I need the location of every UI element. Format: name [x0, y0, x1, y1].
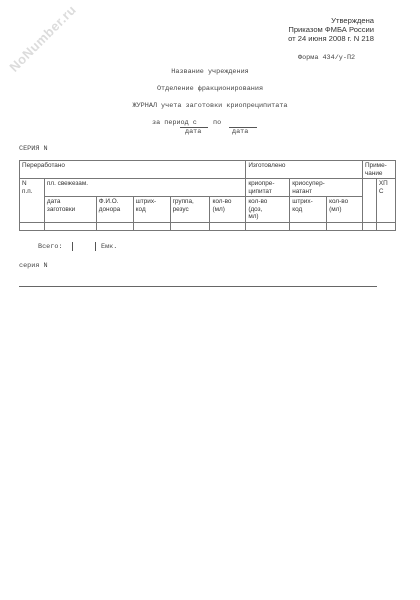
cell-notes-blank	[362, 179, 376, 223]
form-code: Форма 434/у-П2	[298, 54, 356, 62]
table-cell	[96, 222, 133, 230]
series-label-bottom: серия N	[19, 262, 48, 270]
header-quantity-ml: кол-во (мл)	[210, 197, 246, 223]
header-processed: Переработано	[20, 161, 246, 179]
period-prefix: за период с	[152, 119, 197, 127]
table-cell	[170, 222, 210, 230]
date-caption-from: дата	[185, 128, 202, 136]
department-name: Отделение фракционирования	[156, 85, 264, 93]
header-quantity-ml-supernatant: кол-во (мл)	[327, 197, 363, 223]
table-cell	[376, 222, 395, 230]
table-row	[20, 179, 396, 197]
approval-line: Утверждена	[331, 16, 374, 25]
journal-title: ЖУРНАЛ учета заготовки криопреципитата	[132, 102, 288, 110]
header-quantity-doses: кол-во (доз, мл)	[246, 197, 290, 223]
table-cell	[133, 222, 170, 230]
header-cryoprecipitate: криопре- ципитат	[246, 179, 290, 197]
header-produced: Изготовлено	[246, 161, 363, 179]
separator-line	[19, 286, 377, 287]
header-donor-name: Ф.И.О. донора	[96, 197, 133, 223]
totals-label: Всего:	[38, 243, 63, 251]
header-blood-group: группа, резус	[170, 197, 210, 223]
table-row	[20, 197, 396, 223]
approval-line: Приказом ФМБА России	[288, 25, 374, 34]
header-barcode: штрих- код	[133, 197, 170, 223]
watermark: NoNumber.ru	[6, 1, 80, 75]
header-row-number: N п.п.	[20, 179, 45, 223]
table-cell	[20, 222, 45, 230]
header-hps: ХП С	[376, 179, 395, 223]
totals-field-left	[72, 242, 73, 251]
table-cell	[290, 222, 327, 230]
header-barcode-supernatant: штрих- код	[290, 197, 327, 223]
totals-field-right	[95, 242, 96, 251]
date-caption-to: дата	[232, 128, 249, 136]
header-cryosupernatant: криосупер- натант	[290, 179, 363, 197]
journal-table	[19, 160, 396, 231]
table-cell	[44, 222, 96, 230]
table-cell	[210, 222, 246, 230]
table-row	[20, 161, 396, 179]
institution-name: Название учреждения	[171, 68, 249, 76]
table-cell	[362, 222, 376, 230]
header-notes: Приме- чание	[362, 161, 395, 179]
period-middle: по	[213, 119, 222, 127]
table-row	[20, 222, 396, 230]
header-collection-date: дата заготовки	[44, 197, 96, 223]
series-label-top: СЕРИЯ N	[19, 145, 48, 153]
table-cell	[246, 222, 290, 230]
totals-units: Емк.	[101, 243, 118, 251]
header-fresh-plasma: пл. свежезам.	[44, 179, 245, 197]
approval-block	[288, 16, 374, 43]
approval-line: от 24 июня 2008 г. N 218	[288, 34, 374, 43]
table-cell	[327, 222, 363, 230]
